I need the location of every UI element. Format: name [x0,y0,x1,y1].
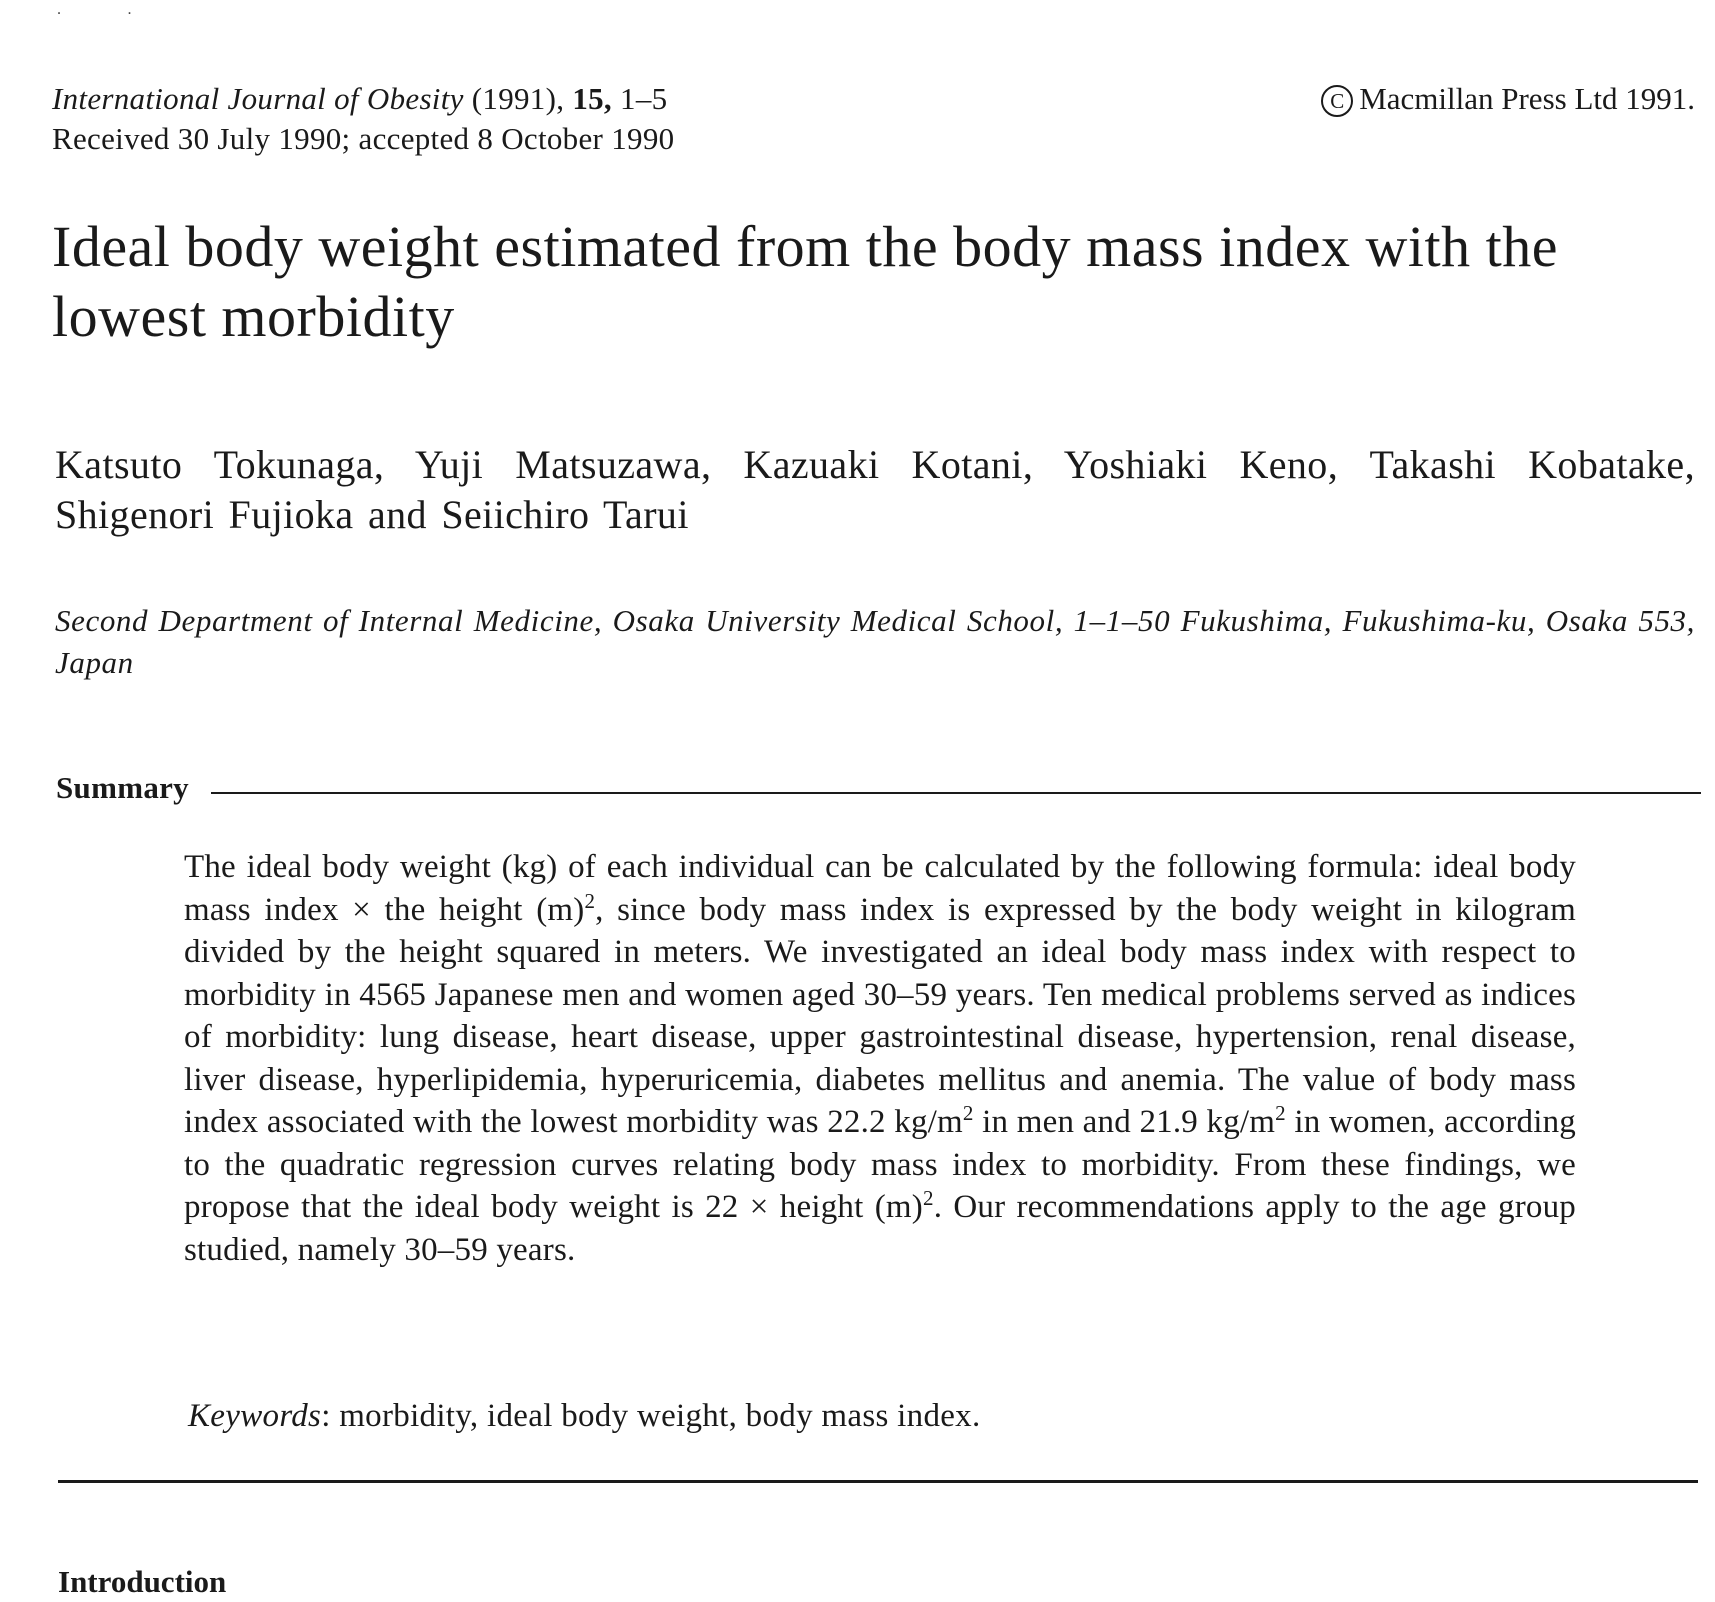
abstract-text [184,846,1576,1271]
journal-name: International Journal of Obesity [52,81,464,116]
scan-specks: ˙ ˙ [56,8,163,28]
section-divider [58,1480,1698,1483]
author-list: Katsuto Tokunaga, Yuji Matsuzawa, Kazuaki Kotani, Yoshiaki Keno, Takashi Kobatake, Shigenori Fujioka and Seiichiro Tarui [55,442,1695,537]
copyright-icon: C [1321,85,1353,117]
summary-header [56,770,1701,806]
copyright-notice [1321,80,1695,118]
abstract-part: The ideal body weight (kg) of each individual can be calculated by the following formula: ideal body mass index × the height (m) [184,849,1576,928]
journal-citation [52,80,667,118]
superscript: 2 [1275,1101,1286,1125]
superscript: 2 [962,1101,974,1125]
superscript: 2 [922,1186,934,1210]
keywords-text: : morbidity, ideal body weight, body mass index. [321,1398,981,1434]
abstract-part: , since body mass index is expressed by the body weight in kilogram divided by the height squared in meters. We investigated an ideal body mass index with respect to morbidity in 4565 Japanese men and women aged 30–59 years. Ten medical problems served as indices of morbidity: lung disease, heart disease, upper gastrointestinal disease, hypertension, renal disease, liver disease, hyperlipidemia, hyperuricemia, diabetes mellitus and anemia. The value of body mass index associated with the lowest morbidity was 22.2 kg/m [184,891,1576,1140]
introduction-heading: Introduction [58,1564,227,1599]
summary-heading: Summary [56,770,189,805]
journal-volume: 15, [572,81,612,116]
copyright-text: Macmillan Press Ltd 1991. [1359,81,1695,116]
superscript: 2 [584,888,596,913]
abstract-part: . Our recommendations apply to the age group studied, namely 30–59 years. [184,1189,1577,1268]
keywords [188,1395,981,1437]
summary-rule [211,792,1701,794]
abstract-part: in women, according to the quadratic regression curves relating body mass index to morbidity. From these findings, we propose that the ideal body weight is 22 × height (m) [184,1104,1576,1225]
keywords-label: Keywords [188,1398,322,1434]
journal-pages: 1–5 [620,81,668,116]
received-dates: Received 30 July 1990; accepted 8 October 1990 [52,121,675,156]
article-title: Ideal body weight estimated from the body mass index with the lowest morbidity [52,214,1558,349]
journal-year: (1991), [471,81,565,116]
abstract-part: in men and 21.9 kg/m [973,1104,1276,1140]
affiliation: Second Department of Internal Medicine, Osaka University Medical School, 1–1–50 Fukushima, Fukushima-ku, Osaka 553, Japan [55,603,1695,680]
